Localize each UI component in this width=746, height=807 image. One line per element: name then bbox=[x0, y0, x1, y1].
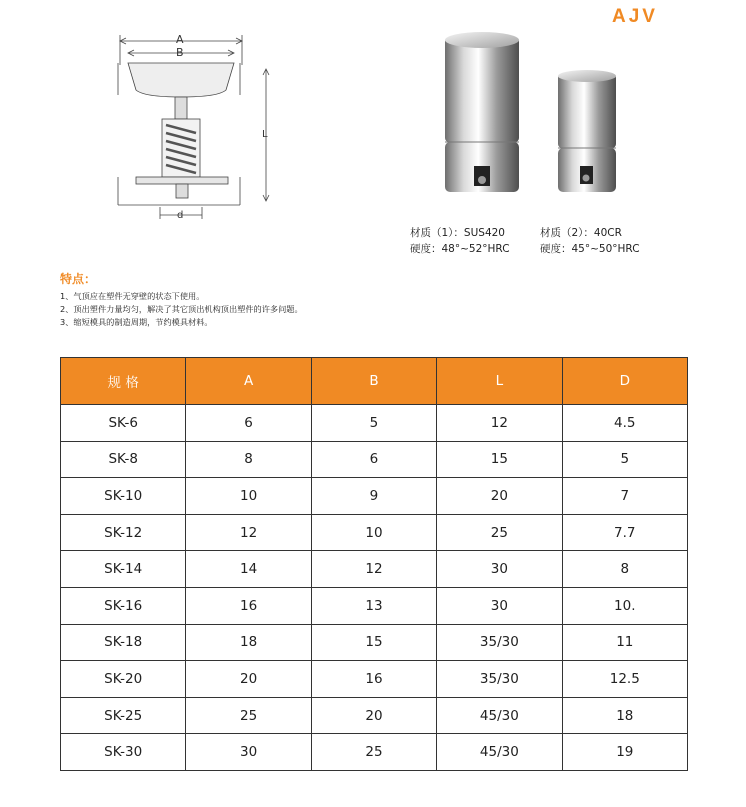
table-row bbox=[61, 734, 688, 771]
table-cell: 20 bbox=[437, 478, 562, 515]
technical-drawing bbox=[100, 25, 290, 220]
table-cell: 12 bbox=[186, 514, 311, 551]
label-a: A bbox=[176, 33, 184, 46]
label-l: L bbox=[262, 129, 268, 140]
table-cell: 20 bbox=[186, 661, 311, 698]
table-cell: SK-20 bbox=[61, 661, 186, 698]
table-cell: 12 bbox=[311, 551, 436, 588]
table-cell: SK-25 bbox=[61, 697, 186, 734]
table-cell: 18 bbox=[562, 697, 687, 734]
table-row bbox=[61, 661, 688, 698]
table-row bbox=[61, 551, 688, 588]
table-cell: SK-30 bbox=[61, 734, 186, 771]
table-body bbox=[61, 405, 688, 771]
table-cell: 35/30 bbox=[437, 661, 562, 698]
features-title: 特点： bbox=[60, 272, 97, 286]
table-row bbox=[61, 514, 688, 551]
table-cell: 30 bbox=[437, 587, 562, 624]
table-cell: 15 bbox=[311, 624, 436, 661]
header-a: A bbox=[186, 358, 311, 405]
table-cell: 10 bbox=[311, 514, 436, 551]
spec-table bbox=[60, 357, 688, 771]
table-cell: 30 bbox=[437, 551, 562, 588]
table-cell: 13 bbox=[311, 587, 436, 624]
table-row bbox=[61, 697, 688, 734]
header-spec: 规 格 bbox=[61, 358, 186, 405]
table-row bbox=[61, 405, 688, 442]
table-cell: SK-10 bbox=[61, 478, 186, 515]
table-cell: 7 bbox=[562, 478, 687, 515]
table-row bbox=[61, 624, 688, 661]
table-cell: 25 bbox=[437, 514, 562, 551]
table-cell: 11 bbox=[562, 624, 687, 661]
table-cell: SK-6 bbox=[61, 405, 186, 442]
table-cell: 5 bbox=[562, 441, 687, 478]
brand-logo: AJV bbox=[612, 6, 658, 27]
product-photo bbox=[430, 28, 650, 208]
table-cell: 16 bbox=[186, 587, 311, 624]
table-cell: 10 bbox=[186, 478, 311, 515]
label-b: B bbox=[176, 46, 184, 59]
table-cell: 35/30 bbox=[437, 624, 562, 661]
table-cell: 12 bbox=[437, 405, 562, 442]
header-d: D bbox=[562, 358, 687, 405]
table-cell: 7.7 bbox=[562, 514, 687, 551]
table-cell: 6 bbox=[311, 441, 436, 478]
feature-item: 2、顶出塑件力量均匀，解决了其它顶出机构顶出塑件的许多问题。 bbox=[60, 304, 303, 314]
features-list bbox=[60, 290, 303, 329]
table-cell: 16 bbox=[311, 661, 436, 698]
table-cell: 8 bbox=[186, 441, 311, 478]
hardness-2: 硬度：45°~50°HRC bbox=[540, 243, 640, 255]
table-row bbox=[61, 478, 688, 515]
label-d: d bbox=[177, 210, 184, 220]
header-b: B bbox=[311, 358, 436, 405]
table-cell: 14 bbox=[186, 551, 311, 588]
table-cell: 20 bbox=[311, 697, 436, 734]
table-row bbox=[61, 441, 688, 478]
table-cell: 19 bbox=[562, 734, 687, 771]
table-cell: 25 bbox=[186, 697, 311, 734]
hardness-1: 硬度：48°~52°HRC bbox=[410, 243, 510, 255]
table-cell: 18 bbox=[186, 624, 311, 661]
table-cell: 9 bbox=[311, 478, 436, 515]
feature-item: 3、缩短模具的制造周期，节约模具材料。 bbox=[60, 317, 213, 327]
table-cell: 12.5 bbox=[562, 661, 687, 698]
table-cell: 4.5 bbox=[562, 405, 687, 442]
table-cell: 30 bbox=[186, 734, 311, 771]
table-cell: SK-12 bbox=[61, 514, 186, 551]
feature-item: 1、气顶应在塑件无穿壁的状态下使用。 bbox=[60, 291, 205, 301]
table-cell: SK-16 bbox=[61, 587, 186, 624]
material-specs bbox=[410, 225, 670, 257]
table-header-row bbox=[61, 358, 688, 405]
table-cell: 6 bbox=[186, 405, 311, 442]
table-cell: SK-18 bbox=[61, 624, 186, 661]
table-cell: 25 bbox=[311, 734, 436, 771]
header-l: L bbox=[437, 358, 562, 405]
table-cell: SK-8 bbox=[61, 441, 186, 478]
table-cell: 45/30 bbox=[437, 697, 562, 734]
table-cell: 10. bbox=[562, 587, 687, 624]
table-cell: 8 bbox=[562, 551, 687, 588]
table-cell: SK-14 bbox=[61, 551, 186, 588]
table-row bbox=[61, 587, 688, 624]
table-cell: 45/30 bbox=[437, 734, 562, 771]
table-cell: 15 bbox=[437, 441, 562, 478]
material-1: 材质（1）：SUS420 bbox=[410, 227, 505, 239]
material-2: 材质（2）：40CR bbox=[540, 227, 622, 239]
table-cell: 5 bbox=[311, 405, 436, 442]
